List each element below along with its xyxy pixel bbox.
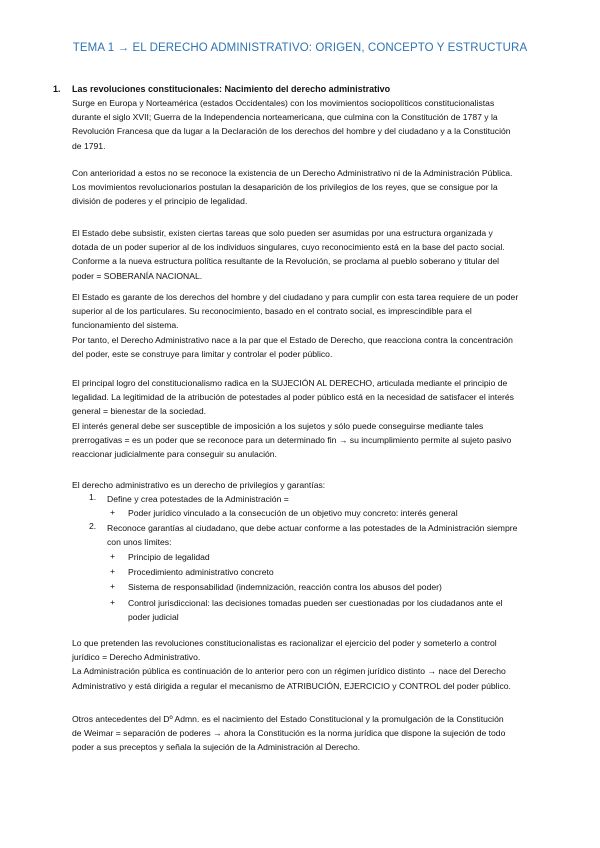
list-item-text: Define y crea potestades de la Administración =: [107, 494, 289, 504]
text-line: Lo que pretenden las revoluciones constitucionalistas es racionalizar el ejercicio del poder y someterlo a control: [72, 638, 497, 648]
bullet-text: Sistema de responsabilidad (indemnización, reacción contra los abusos del poder): [128, 582, 442, 592]
paragraph-purpose: [72, 636, 558, 693]
section-number: 1.: [53, 84, 61, 94]
text-line: Conforme a la nueva estructura política resultante de la Revolución, se proclama al pueblo soberano y titular del: [72, 256, 500, 267]
text-line: El derecho administrativo es un derecho de privilegios y garantías:: [72, 480, 326, 490]
text-line: reaccionar judicialmente para conseguir su anulación.: [72, 449, 277, 460]
text-line: poder a sus preceptos y señala la sujeción de la Administración al Derecho.: [72, 742, 361, 753]
text-line: El principal logro del constitucionalismo radica en la SUJECIÓN AL DERECHO, articulada mediante el principio de: [72, 378, 508, 388]
paragraph-prior: [72, 166, 558, 209]
bullet-text: poder judicial: [128, 612, 179, 622]
text-line: dotada de un poder superior al de los individuos singulares, cuyo reconocimiento está en la base del pacto social.: [72, 242, 505, 253]
text-line: división de poderes y el principio de legalidad.: [72, 196, 248, 207]
bullet-symbol: +: [110, 581, 116, 591]
text-line: del poder, este se construye para limitar y controlar el poder público.: [72, 348, 333, 359]
text-line: legalidad. La legitimidad de la atribución de potestades al poder público está en la necesidad de satisfacer el interés: [72, 392, 514, 403]
bullet-symbol: +: [110, 551, 116, 561]
text-line: superior al de los particulares. Su reconocimiento, basado en el contrato social, es imprescindible para el: [72, 306, 472, 317]
text-line: Con anterioridad a estos no se reconoce la existencia de un Derecho Administrativo ni de la Administración Pública.: [72, 168, 513, 178]
bullet-text: Poder jurídico vinculado a la consecución de un objetivo muy concreto: interés general: [128, 508, 458, 518]
list-item-text: Reconoce garantías al ciudadano, que debe actuar conforme a las potestades de la Administración siempre: [107, 523, 518, 533]
text-line: Surge en Europa y Norteamérica (estados Occidentales) con los movimientos sociopolíticos constitucionalistas: [72, 98, 495, 108]
paragraph-achievement: [72, 376, 558, 461]
paragraph-guarantor: [72, 290, 558, 361]
text-line: prerrogativas = es un poder que se reconoce para un determinado fin → su incumplimiento permite al sujeto pasivo: [72, 434, 512, 445]
text-line: durante el siglo XVII; Guerra de la Independencia norteamericana, que culmina con la Constitución de 1787 y la: [72, 112, 498, 123]
text-line: La Administración pública es continuación de lo anterior pero con un régimen jurídico distinto → nace del Derecho: [72, 666, 506, 677]
bullet-symbol: +: [110, 597, 116, 607]
section-heading: Las revoluciones constitucionales: Nacimiento del derecho administrativo: [72, 84, 391, 94]
text-line: funcionamiento del sistema.: [72, 320, 179, 331]
list-number: 2.: [89, 521, 97, 531]
bullet-symbol: +: [110, 566, 116, 576]
text-line: El Estado debe subsistir, existen ciertas tareas que solo pueden ser asumidas por una estructura organizada y: [72, 228, 493, 238]
paragraph-privileges-intro: [72, 478, 558, 492]
bullet-text: Control jurisdiccional: las decisiones tomadas pueden ser cuestionadas por los ciudadanos ante el: [128, 598, 503, 608]
text-line: Administrativo y está dirigida a regular el mecanismo de ATRIBUCIÓN, EJERCICIO y CONTROL del poder público.: [72, 680, 511, 691]
text-line: jurídico = Derecho Administrativo.: [72, 652, 201, 663]
bullet-text: Procedimiento administrativo concreto: [128, 567, 274, 577]
paragraph-state: [72, 226, 558, 283]
text-line: de 1791.: [72, 140, 106, 151]
bullet-symbol: +: [110, 507, 116, 517]
text-line: Los movimientos revolucionarios postulan la desaparición de los privilegios de los reyes, que se consigue por la: [72, 182, 498, 193]
text-line: Por tanto, el Derecho Administrativo nace a la par que el Estado de Derecho, que reacciona contra la concentración: [72, 334, 513, 345]
text-line: El Estado es garante de los derechos del hombre y del ciudadano y para cumplir con esta tarea requiere de un poder: [72, 292, 519, 302]
paragraph-origin: [72, 96, 558, 153]
list-number: 1.: [89, 492, 97, 502]
text-line: poder = SOBERANÍA NACIONAL.: [72, 270, 203, 281]
document-title: TEMA 1 → EL DERECHO ADMINISTRATIVO: ORIGEN, CONCEPTO Y ESTRUCTURA: [72, 42, 528, 54]
text-line: de Weimar = separación de poderes → ahora la Constitución es la norma jurídica que dispone la sujeción de todo: [72, 728, 506, 739]
bullet-text: Principio de legalidad: [128, 552, 210, 562]
text-line: Otros antecedentes del Dº Admn. es el nacimiento del Estado Constitucional y la promulgación de la Constitución: [72, 714, 504, 724]
list-item-text: con unos límites:: [107, 537, 172, 547]
text-line: Revolución Francesa que da lugar a la Declaración de los derechos del hombre y del ciudadano y a la Constitución: [72, 126, 511, 137]
text-line: general = bienestar de la sociedad.: [72, 406, 207, 417]
paragraph-antecedents: [72, 712, 558, 755]
text-line: El interés general debe ser susceptible de imposición a los sujetos y sólo puede conseguirse mediante tales: [72, 420, 484, 431]
